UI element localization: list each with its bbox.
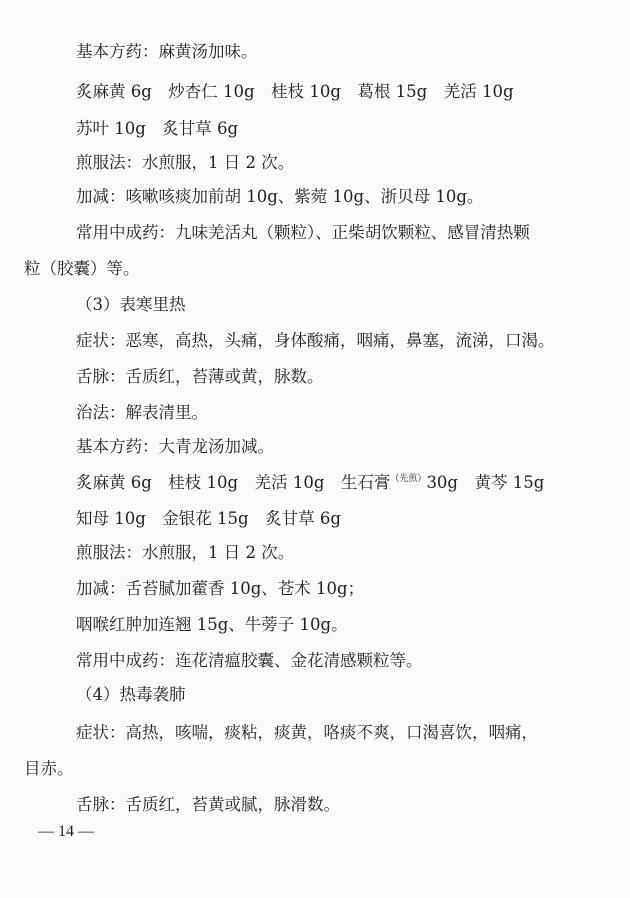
text-line: 知母 10g 金银花 15g 炙甘草 6g: [76, 509, 341, 528]
section-heading: （3）表寒里热: [76, 295, 186, 314]
annotation-superscript: （先煎）: [390, 474, 427, 484]
text-line: 舌脉：舌质红，苔薄或黄，脉数。: [76, 367, 324, 386]
text-line: 加减：咳嗽咳痰加前胡 10g、紫菀 10g、浙贝母 10g。: [76, 187, 484, 206]
text-line: 加减：舌苔腻加藿香 10g、苍术 10g；: [76, 579, 365, 598]
text-line: 治法：解表清里。: [76, 403, 208, 422]
text-line: 咽喉红肿加连翘 15g、牛蒡子 10g。: [76, 615, 348, 634]
text-line: 基本方药：大青龙汤加减。: [76, 437, 274, 456]
text-line: 常用中成药：连花清瘟胶囊、金花清感颗粒等。: [76, 651, 423, 670]
text-line: 基本方药：麻黄汤加味。: [76, 42, 258, 61]
text-line: [76, 473, 544, 496]
text-line: 症状：恶寒，高热，头痛，身体酸痛，咽痛，鼻塞，流涕，口渴。: [76, 331, 555, 350]
page-number: — 14 —: [38, 823, 94, 840]
text-line: 常用中成药：九味羌活丸（颗粒）、正柴胡饮颗粒、感冒清热颗: [76, 223, 530, 242]
text-line: 舌脉：舌质红，苔黄或腻，脉滑数。: [76, 795, 340, 814]
text-line: 炙麻黄 6g 炒杏仁 10g 桂枝 10g 葛根 15g 羌活 10g: [76, 82, 514, 101]
text-line: 粒（胶囊）等。: [24, 259, 140, 278]
text-line: 煎服法：水煎服，1 日 2 次。: [76, 543, 295, 562]
text-line: 煎服法：水煎服，1 日 2 次。: [76, 153, 295, 172]
text-line: 目赤。: [24, 759, 74, 778]
text-line: 症状：高热，咳喘，痰粘，痰黄，咯痰不爽，口渴喜饮，咽痛，: [76, 723, 538, 742]
section-heading: （4）热毒袭肺: [76, 685, 186, 704]
text-fragment: 30g 黄芩 15g: [426, 473, 545, 492]
text-fragment: 炙麻黄 6g 桂枝 10g 羌活 10g 生石膏: [76, 473, 391, 492]
text-line: 苏叶 10g 炙甘草 6g: [76, 119, 239, 138]
